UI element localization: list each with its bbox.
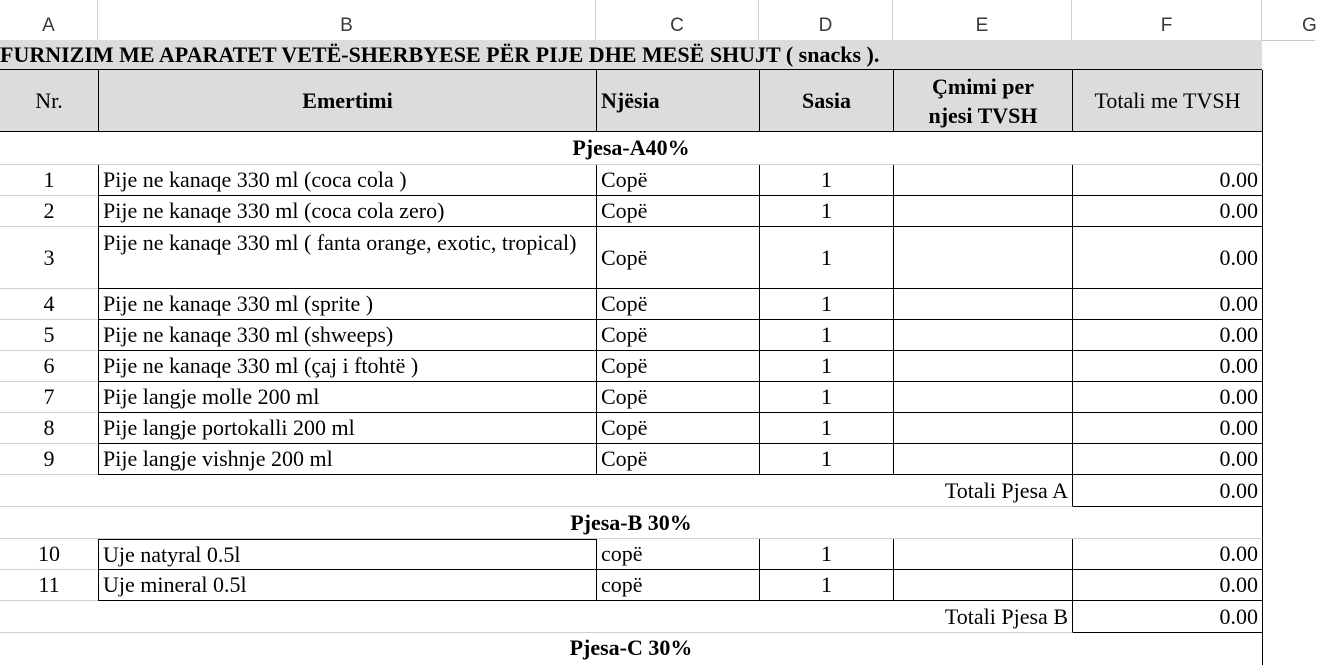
cell-unit[interactable]: copë: [597, 539, 760, 570]
title-cell[interactable]: FURNIZIM ME APARATET VETË-SHERBYESE PËR PIJE DHE MESË SHUJT ( snacks ).: [0, 40, 1262, 70]
cell-nr[interactable]: 8: [0, 413, 99, 444]
cell-name[interactable]: Pije ne kanaqe 330 ml ( fanta orange, exotic, tropical): [98, 227, 597, 289]
column-header-d[interactable]: D: [759, 0, 893, 40]
cell-price[interactable]: [894, 351, 1073, 382]
cell-unit[interactable]: Copë: [597, 413, 760, 444]
cell-qty[interactable]: 1: [760, 351, 894, 382]
title-row: [0, 40, 1315, 70]
cell-qty[interactable]: 1: [760, 289, 894, 320]
cell-price[interactable]: [894, 289, 1073, 320]
table-row: [0, 382, 1315, 413]
cell-total[interactable]: 0.00: [1073, 196, 1263, 227]
cell-qty[interactable]: 1: [760, 382, 894, 413]
cell-price[interactable]: [894, 320, 1073, 351]
table-row: [0, 570, 1315, 601]
cell-total[interactable]: 0.00: [1073, 444, 1263, 475]
cell-name[interactable]: Pije ne kanaqe 330 ml (coca cola zero): [98, 196, 597, 227]
section-c-title-row: [0, 633, 1315, 665]
cell-nr[interactable]: 1: [0, 165, 99, 196]
column-header-c[interactable]: C: [596, 0, 759, 40]
cell-total[interactable]: 0.00: [1073, 165, 1263, 196]
cell-nr[interactable]: 6: [0, 351, 99, 382]
cell-name[interactable]: Pije langje vishnje 200 ml: [98, 444, 597, 475]
cell-price[interactable]: [894, 196, 1073, 227]
table-row: [0, 196, 1315, 227]
column-header-bar: [0, 0, 1315, 41]
table-row: [0, 320, 1315, 351]
cell-unit[interactable]: Copë: [597, 320, 760, 351]
cell-unit[interactable]: Copë: [597, 382, 760, 413]
cell-nr[interactable]: 2: [0, 196, 99, 227]
cell-unit[interactable]: Copë: [597, 351, 760, 382]
section-a-title-row: [0, 132, 1315, 165]
cell-price[interactable]: [894, 413, 1073, 444]
cell-total[interactable]: 0.00: [1073, 539, 1263, 570]
header-cmimi-line1: Çmimi per: [931, 74, 1035, 99]
cell-name[interactable]: Uje natyral 0.5l: [98, 539, 597, 570]
section-a-total-row: [0, 475, 1315, 507]
table-row: [0, 165, 1315, 196]
cell-total[interactable]: 0.00: [1073, 320, 1263, 351]
cell-qty[interactable]: 1: [760, 227, 894, 289]
table-row: [0, 444, 1315, 475]
cell-qty[interactable]: 1: [760, 320, 894, 351]
section-a-title[interactable]: Pjesa-A40%: [0, 132, 1263, 165]
table-row: [0, 227, 1315, 289]
cell-unit[interactable]: Copë: [597, 227, 760, 289]
column-header-g[interactable]: G: [1302, 15, 1317, 36]
table-row: [0, 289, 1315, 320]
header-sasia[interactable]: Sasia: [760, 70, 894, 132]
header-nr[interactable]: Nr.: [0, 70, 99, 132]
cell-name[interactable]: Pije ne kanaqe 330 ml (coca cola ): [98, 165, 597, 196]
header-cmimi-line2: njesi TVSH: [928, 103, 1038, 128]
cell-qty[interactable]: 1: [760, 539, 894, 570]
section-a-total-value[interactable]: 0.00: [1073, 475, 1263, 507]
column-header-a[interactable]: A: [0, 0, 98, 40]
cell-nr[interactable]: 9: [0, 444, 99, 475]
column-header-e[interactable]: E: [893, 0, 1072, 40]
cell-unit[interactable]: Copë: [597, 444, 760, 475]
cell-price[interactable]: [894, 165, 1073, 196]
cell-unit[interactable]: copë: [597, 570, 760, 601]
section-c-title[interactable]: Pjesa-C 30%: [0, 633, 1263, 665]
cell-total[interactable]: 0.00: [1073, 289, 1263, 320]
table-row: [0, 413, 1315, 444]
cell-nr[interactable]: 7: [0, 382, 99, 413]
section-a-total-label[interactable]: Totali Pjesa A: [0, 475, 1073, 507]
column-header-f[interactable]: F: [1072, 0, 1262, 40]
header-totali[interactable]: Totali me TVSH: [1073, 70, 1263, 132]
cell-name[interactable]: Pije ne kanaqe 330 ml (shweeps): [98, 320, 597, 351]
cell-total[interactable]: 0.00: [1073, 570, 1263, 601]
section-b-total-row: [0, 601, 1315, 633]
table-row: [0, 351, 1315, 382]
cell-name[interactable]: Pije ne kanaqe 330 ml (çaj i ftohtë ): [98, 351, 597, 382]
cell-nr[interactable]: 3: [0, 227, 99, 289]
cell-total[interactable]: 0.00: [1073, 227, 1263, 289]
cell-qty[interactable]: 1: [760, 196, 894, 227]
cell-name[interactable]: Pije langje portokalli 200 ml: [98, 413, 597, 444]
cell-name[interactable]: Uje mineral 0.5l: [98, 570, 597, 601]
cell-nr[interactable]: 10: [0, 539, 99, 570]
cell-unit[interactable]: Copë: [597, 196, 760, 227]
cell-qty[interactable]: 1: [760, 444, 894, 475]
header-njesia[interactable]: Njësia: [597, 70, 760, 132]
header-emertimi[interactable]: Emertimi: [99, 70, 597, 132]
cell-qty[interactable]: 1: [760, 570, 894, 601]
cell-total[interactable]: 0.00: [1073, 413, 1263, 444]
cell-unit[interactable]: Copë: [597, 289, 760, 320]
header-cmimi[interactable]: [894, 70, 1073, 132]
cell-nr[interactable]: 4: [0, 289, 99, 320]
column-header-b[interactable]: B: [98, 0, 596, 40]
section-b-total-value[interactable]: 0.00: [1073, 601, 1263, 633]
cell-price[interactable]: [894, 444, 1073, 475]
cell-price[interactable]: [894, 539, 1073, 570]
cell-qty[interactable]: 1: [760, 165, 894, 196]
section-b-total-label[interactable]: Totali Pjesa B: [0, 601, 1073, 633]
cell-nr[interactable]: 11: [0, 570, 99, 601]
cell-nr[interactable]: 5: [0, 320, 99, 351]
cell-unit[interactable]: Copë: [597, 165, 760, 196]
header-row: [0, 70, 1315, 132]
cell-total[interactable]: 0.00: [1073, 351, 1263, 382]
cell-price[interactable]: [894, 382, 1073, 413]
cell-total[interactable]: 0.00: [1073, 382, 1263, 413]
cell-price[interactable]: [894, 227, 1073, 289]
cell-qty[interactable]: 1: [760, 413, 894, 444]
table-row: [0, 539, 1315, 570]
cell-name[interactable]: Pije ne kanaqe 330 ml (sprite ): [98, 289, 597, 320]
section-b-title[interactable]: Pjesa-B 30%: [0, 507, 1263, 539]
section-b-title-row: [0, 507, 1315, 539]
cell-name[interactable]: Pije langje molle 200 ml: [98, 382, 597, 413]
cell-price[interactable]: [894, 570, 1073, 601]
